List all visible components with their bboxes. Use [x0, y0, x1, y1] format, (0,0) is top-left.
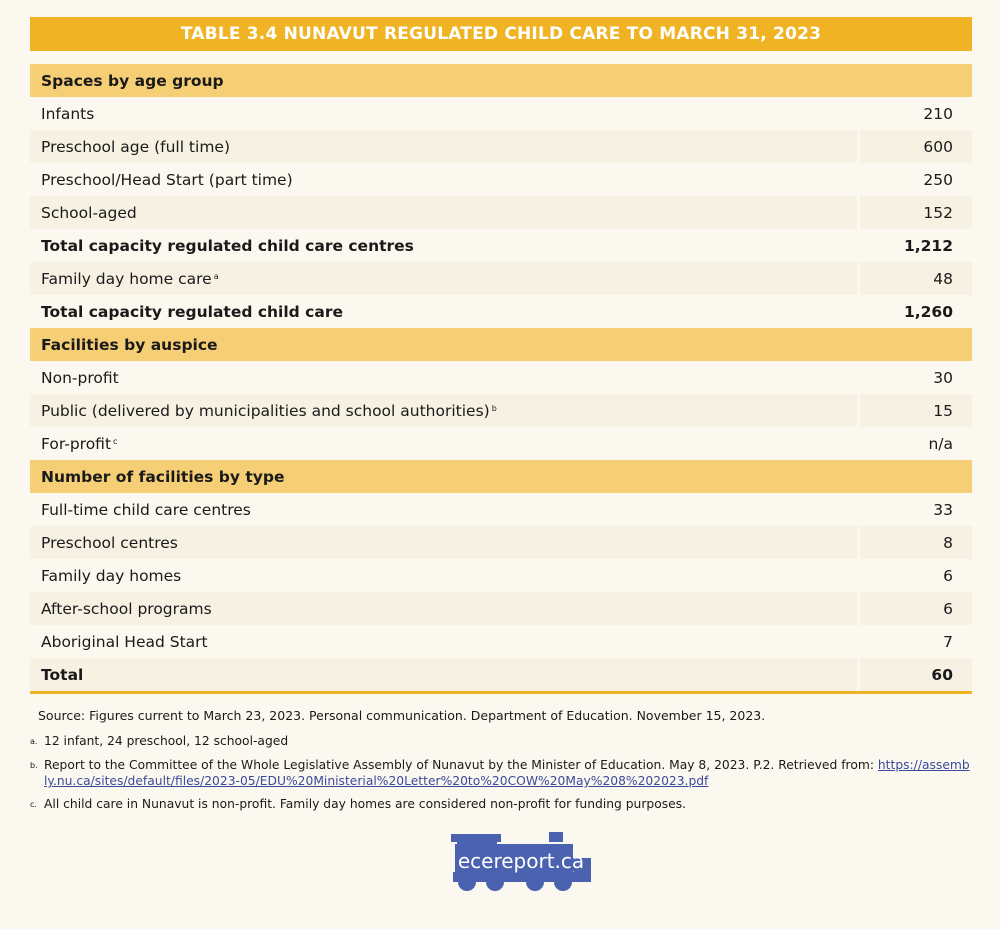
row-value: 30	[860, 361, 972, 394]
row-label	[30, 658, 857, 691]
row-label	[30, 130, 857, 163]
footnotes	[30, 733, 970, 820]
footnote-mark: a.	[30, 737, 38, 746]
row-label	[30, 229, 857, 262]
row-label	[30, 493, 857, 526]
table-row	[30, 658, 972, 691]
table-row	[30, 394, 972, 427]
section-header-label	[30, 328, 972, 361]
row-label-text: Non-profit	[41, 368, 119, 387]
row-value: 1,260	[860, 295, 972, 328]
footnote-b	[30, 757, 970, 789]
ecereport-logo[interactable]	[451, 832, 591, 894]
table-row	[30, 130, 972, 163]
row-label-text: For-profit	[41, 434, 112, 453]
row-label	[30, 163, 857, 196]
row-value: 6	[860, 559, 972, 592]
data-table	[30, 64, 972, 694]
row-label	[30, 97, 857, 130]
row-label	[30, 196, 857, 229]
row-value: 8	[860, 526, 972, 559]
row-value: 60	[860, 658, 972, 691]
table-row	[30, 196, 972, 229]
row-label-text: Full-time child care centres	[41, 500, 251, 519]
table-row	[30, 493, 972, 526]
table-row	[30, 163, 972, 196]
section-header-row	[30, 328, 972, 361]
row-label	[30, 295, 857, 328]
row-value: 15	[860, 394, 972, 427]
row-value: 152	[860, 196, 972, 229]
section-header-row	[30, 460, 972, 493]
table-row	[30, 97, 972, 130]
row-label-text: Public (delivered by municipalities and school authorities)	[41, 401, 490, 420]
section-header-label	[30, 64, 972, 97]
row-label	[30, 427, 857, 460]
table-bottom-rule	[30, 691, 972, 694]
table-row	[30, 559, 972, 592]
row-label-text: Family day home care	[41, 269, 212, 288]
row-label-text: Infants	[41, 104, 95, 123]
table-row	[30, 361, 972, 394]
row-label	[30, 394, 857, 427]
row-label	[30, 559, 857, 592]
table-row	[30, 262, 972, 295]
footnote-text: All child care in Nunavut is non-profit. Family day homes are considered non-profit for funding purposes.	[44, 797, 687, 811]
row-value: 250	[860, 163, 972, 196]
row-value: 6	[860, 592, 972, 625]
row-value: 7	[860, 625, 972, 658]
row-label	[30, 625, 857, 658]
table-row	[30, 427, 972, 460]
footnote-marker: a	[213, 272, 219, 281]
row-label	[30, 592, 857, 625]
row-label-text: After-school programs	[41, 599, 212, 618]
row-value: 600	[860, 130, 972, 163]
row-label-text: Number of facilities by type	[41, 467, 285, 486]
row-value: 1,212	[860, 229, 972, 262]
row-label-text: Total capacity regulated child care centres	[41, 236, 414, 255]
row-value: 33	[860, 493, 972, 526]
row-label-text: Preschool age (full time)	[41, 137, 230, 156]
table-row	[30, 592, 972, 625]
footnote-body: Report to the Committee of the Whole Legislative Assembly of Nunavut by the Minister of Education. May 8, 2023. P.2. Retrieved from:	[44, 758, 878, 772]
assembly-report-link[interactable]: https://assembly.nu.ca/sites/default/files/2023-05/EDU%20Ministerial%20Letter%20to%20COW%20May%208%202023.pdf	[44, 758, 970, 788]
row-label-text: Total	[41, 665, 84, 684]
footnote-marker: c	[113, 437, 118, 446]
row-label-text: Total capacity regulated child care	[41, 302, 343, 321]
logo-text: ecereport.ca	[457, 849, 585, 873]
row-value: n/a	[860, 427, 972, 460]
row-label-text: Facilities by auspice	[41, 335, 218, 354]
section-header-label	[30, 460, 972, 493]
footnote-mark: b.	[30, 761, 38, 770]
table-row	[30, 526, 972, 559]
footnote-a	[30, 733, 970, 750]
table-row	[30, 295, 972, 328]
row-label-text: School-aged	[41, 203, 137, 222]
footnote-mark: c.	[30, 800, 37, 809]
footnote-text: 12 infant, 24 preschool, 12 school-aged	[44, 734, 289, 748]
footnote-marker: b	[491, 404, 497, 413]
footnote-text	[44, 757, 970, 789]
row-label	[30, 262, 857, 295]
footnote-c	[30, 796, 970, 813]
source-note: Source: Figures current to March 23, 2023. Personal communication. Department of Education. November 15, 2023.	[38, 708, 766, 723]
row-value: 210	[860, 97, 972, 130]
table-row	[30, 625, 972, 658]
row-label-text: Aboriginal Head Start	[41, 632, 208, 651]
row-label-text: Preschool/Head Start (part time)	[41, 170, 293, 189]
row-label-text: Spaces by age group	[41, 71, 224, 90]
section-header-row	[30, 64, 972, 97]
row-label	[30, 361, 857, 394]
table-title: TABLE 3.4 NUNAVUT REGULATED CHILD CARE TO MARCH 31, 2023	[30, 17, 972, 51]
row-label-text: Preschool centres	[41, 533, 178, 552]
row-value: 48	[860, 262, 972, 295]
table-row	[30, 229, 972, 262]
row-label-text: Family day homes	[41, 566, 182, 585]
row-label	[30, 526, 857, 559]
